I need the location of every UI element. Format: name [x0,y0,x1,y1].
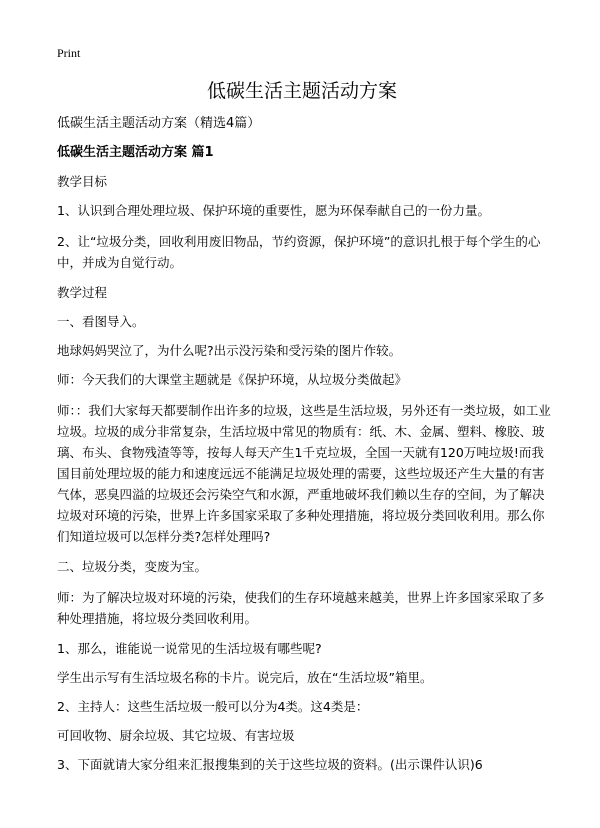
paragraph-goal-2: 2、让“垃圾分类，回收利用废旧物品，节约资源，保护环境”的意识扎根于每个学生的心中，并成为自觉行动。 [57,234,541,270]
paragraph-teaching-goals-heading: 教学目标 [57,174,108,189]
paragraph-student-cards: 学生出示写有生活垃圾名称的卡片。说完后，放在“生活垃圾”箱里。 [57,670,433,685]
section-heading: 低碳生活主题活动方案 篇1 [57,145,214,160]
paragraph-host-four-types: 2、主持人：这些生活垃圾一般可以分为4类。这4类是： [57,699,369,714]
paragraph-garbage-explanation: 师：：我们大家每天都要制作出许多的垃圾，这些是生活垃圾，另外还有一类垃圾，如工业垃圾。垃圾的成分非常复杂，生活垃圾中常见的物质有：纸、木、金属、塑料、橡胶、玻璃、布头、食物残渣等等，按每人每天产生1千克垃圾，全国一天就有120万吨垃圾!而我国目前处理垃圾的能力和速度远远不能满足垃圾处理的需要，这些垃圾还产生大量的有害气体，恶臭四溢的垃圾还会污染空气和水源，严重地破坏我们赖以生存的空间，为了解决垃圾对环境的污染，世界上许多国家采取了多种处理措施，将垃圾分类回收利用。那么你们知道垃圾可以怎样分类?怎样处理吗? [57,403,551,544]
paragraph-earth-crying: 地球妈妈哭泣了，为什么呢?出示没污染和受污染的图片作较。 [57,343,402,358]
paragraph-four-categories: 可回收物、厨余垃圾、其它垃圾、有害垃圾 [57,728,295,743]
print-label: Print [57,46,81,60]
paragraph-lesson-topic: 师：今天我们的大课堂主题就是《保护环境，从垃圾分类做起》 [57,372,408,387]
paragraph-group-report: 3、下面就请大家分组来汇报搜集到的关于这些垃圾的资料。(出示课件认识)6 [57,757,483,772]
paragraph-step-1-heading: 一、看图导入。 [57,314,145,329]
paragraph-sorting-intro: 师：为了解决垃圾对环境的污染，使我们的生存环境越来越美，世界上许多国家采取了多种处理措施，将垃圾分类回收利用。 [57,590,545,626]
paragraph-question-1: 1、那么，谁能说一说常见的生活垃圾有哪些呢? [57,641,322,656]
paragraph-goal-1: 1、认识到合理处理垃圾、保护环境的重要性，愿为环保奉献自己的一份力量。 [57,203,490,218]
paragraph-teaching-process-heading: 教学过程 [57,285,108,300]
paragraph-step-2-heading: 二、垃圾分类，变废为宝。 [57,559,208,574]
document-title: 低碳生活主题活动方案 [206,80,397,102]
document-subtitle: 低碳生活主题活动方案（精选4篇） [57,116,261,131]
